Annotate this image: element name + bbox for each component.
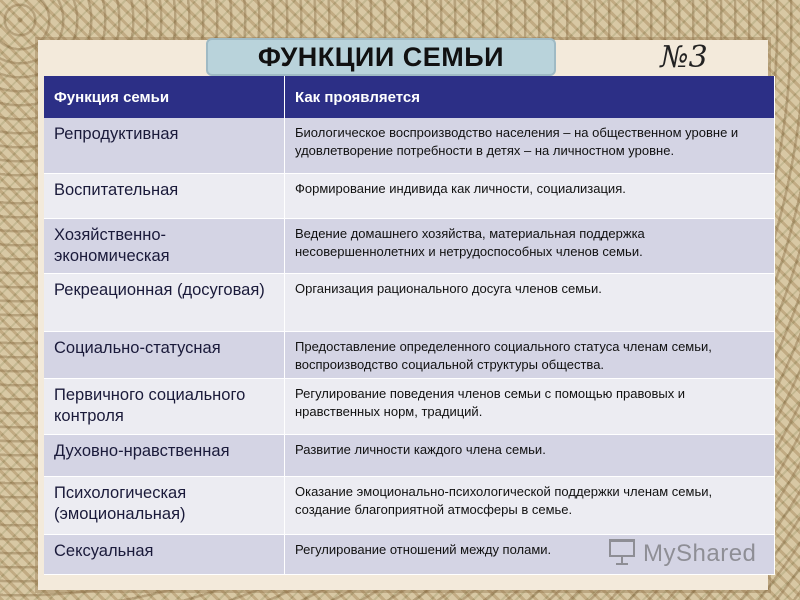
- function-manifestation: Ведение домашнего хозяйства, материальная поддержка несовершеннолетних и нетрудоспособных членов семьи.: [285, 218, 775, 273]
- table-row: [44, 118, 775, 173]
- watermark-text: MyShared: [643, 540, 757, 567]
- header-manifestation: Как проявляется: [285, 76, 775, 118]
- function-manifestation: Организация рационального досуга членов семьи.: [285, 273, 775, 331]
- slide-title: ФУНКЦИИ СЕМЬИ: [206, 38, 556, 76]
- header-function: Функция семьи: [44, 76, 285, 118]
- table-row: [44, 218, 775, 273]
- function-name: Хозяйственно-экономическая: [44, 218, 285, 273]
- function-name: Воспитательная: [44, 173, 285, 218]
- function-name: Рекреационная (досуговая): [44, 273, 285, 331]
- function-manifestation: Регулирование поведения членов семьи с помощью правовых и нравственных норм, традиций.: [285, 378, 775, 434]
- slide-number: №3: [660, 40, 708, 75]
- function-manifestation: Формирование индивида как личности, социализация.: [285, 173, 775, 218]
- function-manifestation: Развитие личности каждого члена семьи.: [285, 434, 775, 476]
- table-row: [44, 273, 775, 331]
- table-row: [44, 331, 775, 378]
- table-row: [44, 173, 775, 218]
- functions-table: [44, 76, 775, 575]
- function-name: Первичного социального контроля: [44, 378, 285, 434]
- function-name: Психологическая (эмоциональная): [44, 476, 285, 534]
- function-name: Социально-статусная: [44, 331, 285, 378]
- function-manifestation: Регулирование отношений между полами.: [285, 534, 775, 574]
- table-row: [44, 378, 775, 434]
- function-manifestation: Оказание эмоционально-психологической поддержки членам семьи, создание благоприятной атмосферы в семье.: [285, 476, 775, 534]
- function-manifestation: Предоставление определенного социального статуса членам семьи, воспроизводство социальной структуры общества.: [285, 331, 775, 378]
- function-name: Сексуальная: [44, 534, 285, 574]
- watermark: [607, 536, 756, 572]
- presentation-icon: [607, 537, 637, 572]
- function-manifestation: Биологическое воспроизводство населения – на общественном уровне и удовлетворение потребности в детях – на личностном уровне.: [285, 118, 775, 173]
- table-header-row: [44, 76, 775, 118]
- table-row: [44, 476, 775, 534]
- function-name: Репродуктивная: [44, 118, 285, 173]
- function-name: Духовно-нравственная: [44, 434, 285, 476]
- table-row: [44, 434, 775, 476]
